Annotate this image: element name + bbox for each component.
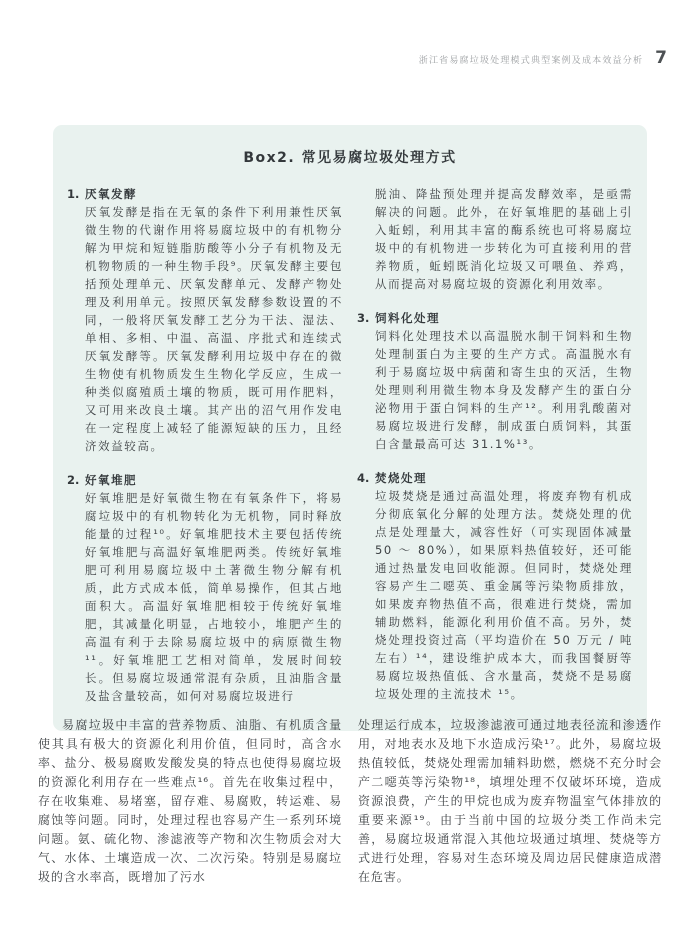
section-content: [375, 309, 633, 453]
body-paragraph-left: 易腐垃圾中丰富的营养物质、油脂、有机质含量使其具有极大的资源化利用价值，但同时，高含水率、盐分、极易腐败发酸发臭的特点也使得易腐垃圾的资源化利用存在一些难点¹⁶。首先在收集过程中，存在收集难、易堵塞，留存难、易腐败，转运难、易腐蚀等问题。同时，处理过程也容易产生一系列环境问题。氨、硫化物、渗滤液等产物和次生物质会对大气、水体、土壤造成一次、二次污染。特别是易腐垃圾的含水率高，既增加了污水: [38, 718, 342, 884]
box-section-aerobic-composting: [67, 471, 343, 705]
box-title: Box2. 常见易腐垃圾处理方式: [243, 150, 457, 166]
section-heading: 厌氧发酵: [85, 187, 137, 201]
box-section-feed-processing: [357, 309, 633, 453]
body-left-column: [38, 716, 342, 887]
body-right-column: [358, 716, 662, 887]
section-heading: 焚烧处理: [375, 471, 427, 485]
body-paragraph-right: 处理运行成本，垃圾渗滤液可通过地表径流和渗透作用，对地表水及地下水造成污染¹⁷。此外，易腐垃圾热值较低，焚烧处理需加辅料助燃，燃烧不充分时会产二噁英等污染物¹⁸，填埋处理不仅破坏环境，造成资源浪费，产生的甲烷也成为废弃物温室气体排放的重要来源¹⁹。由于当前中国的垃圾分类工作尚未完善，易腐垃圾通常混入其他垃圾通过填埋、焚烧等方式进行处理，容易对生态环境及周边居民健康造成潜在危害。: [358, 718, 662, 884]
box-columns: [67, 185, 633, 705]
section-body: 垃圾焚烧是通过高温处理，将废弃物有机成分彻底氧化分解的处理方法。焚烧处理的优点是处理量大，减容性好（可实现固体减量 50 ～ 80%），如果原料热值较好，还可能通过热量发电回收能源。但同时，焚烧处理容易产生二噁英、重金属等污染物质排放，如果废弃物热值不高，很难进行焚烧，需加辅助燃料，能源化利用价值不高。另外，焚烧处理投资过高（平均造价在 50 万元 / 吨左右）¹⁴，建设维护成本大，而我国餐厨等易腐垃圾热值低、含水量高，焚烧不是易腐垃圾处理的主流技术 ¹⁵。: [375, 489, 633, 701]
section-content: [375, 469, 633, 703]
section-aerobic-composting-continued: 脱油、降盐预处理并提高发酵效率，是亟需解决的问题。此外，在好氧堆肥的基础上引入蚯蚓，利用其丰富的酶系统也可将易腐垃圾中的有机物进一步转化为可直接利用的营养物质，蚯蚓既消化垃圾又可喂鱼、养鸡，从而提高对易腐垃圾的资源化利用效率。: [375, 187, 633, 291]
box-left-column: [67, 185, 343, 705]
section-body: 厌氧发酵是指在无氧的条件下利用兼性厌氧微生物的代谢作用将易腐垃圾中的有机物分解为甲烷和短链脂肪酸等小分子有机物及无机物物质的一种生物手段⁹。厌氧发酵主要包括预处理单元、厌氧发酵单元、发酵产物处理及利用单元。按照厌氧发酵参数设置的不同，一般将厌氧发酵工艺分为干法、湿法、单相、多相、中温、高温、序批式和连续式厌氧发酵等。厌氧发酵利用垃圾中存在的微生物使有机物质发生生物化学反应，生成一种类似腐殖质土壤的物质，既可用作肥料，又可用来改良土壤。其产出的沼气用作发电在一定程度上减轻了能源短缺的压力，且经济效益较高。: [85, 205, 343, 453]
section-heading: 好氧堆肥: [85, 473, 137, 487]
section-body: 饲料化处理技术以高温脱水制干饲料和生物处理制蛋白为主要的生产方式。高温脱水有利于易腐垃圾中病菌和寄生虫的灭活，生物处理则利用微生物本身及发酵产生的蛋白分泌物用于蛋白饲料的生产¹²。利用乳酸菌对易腐垃圾进行发酵，制成蛋白质饲料，其蛋白含量最高可达 31.1%¹³。: [375, 329, 633, 451]
info-box: [53, 125, 647, 731]
section-content: [85, 185, 343, 455]
body-text: [38, 716, 662, 887]
section-number: 4.: [357, 471, 370, 485]
running-title: 浙江省易腐垃圾处理模式典型案例及成本效益分析: [418, 56, 644, 66]
box-right-column: [357, 185, 633, 705]
section-number: 3.: [357, 311, 370, 325]
box-section-anaerobic-fermentation: [67, 185, 343, 455]
page-number: 7: [655, 48, 667, 68]
section-number: 1.: [67, 187, 80, 201]
box-section-incineration: [357, 469, 633, 703]
page-header: [36, 48, 667, 68]
section-number: 2.: [67, 473, 80, 487]
section-body: 好氧堆肥是好氧微生物在有氧条件下，将易腐垃圾中的有机物转化为无机物，同时释放能量的过程¹⁰。好氧堆肥技术主要包括传统好氧堆肥与高温好氧堆肥两类。传统好氧堆肥可利用易腐垃圾中土著微生物分解有机质，此方式成本低，简单易操作，但其占地面积大。高温好氧堆肥相较于传统好氧堆肥，其减量化明显，占地较小，堆肥产生的高温有利于去除易腐垃圾中的病原微生物¹¹。好氧堆肥工艺相对简单，发展时间较长。但易腐垃圾通常混有杂质，且油脂含量及盐含量较高，如何对易腐垃圾进行: [85, 491, 343, 703]
section-content: [85, 471, 343, 705]
section-heading: 饲料化处理: [375, 311, 440, 325]
